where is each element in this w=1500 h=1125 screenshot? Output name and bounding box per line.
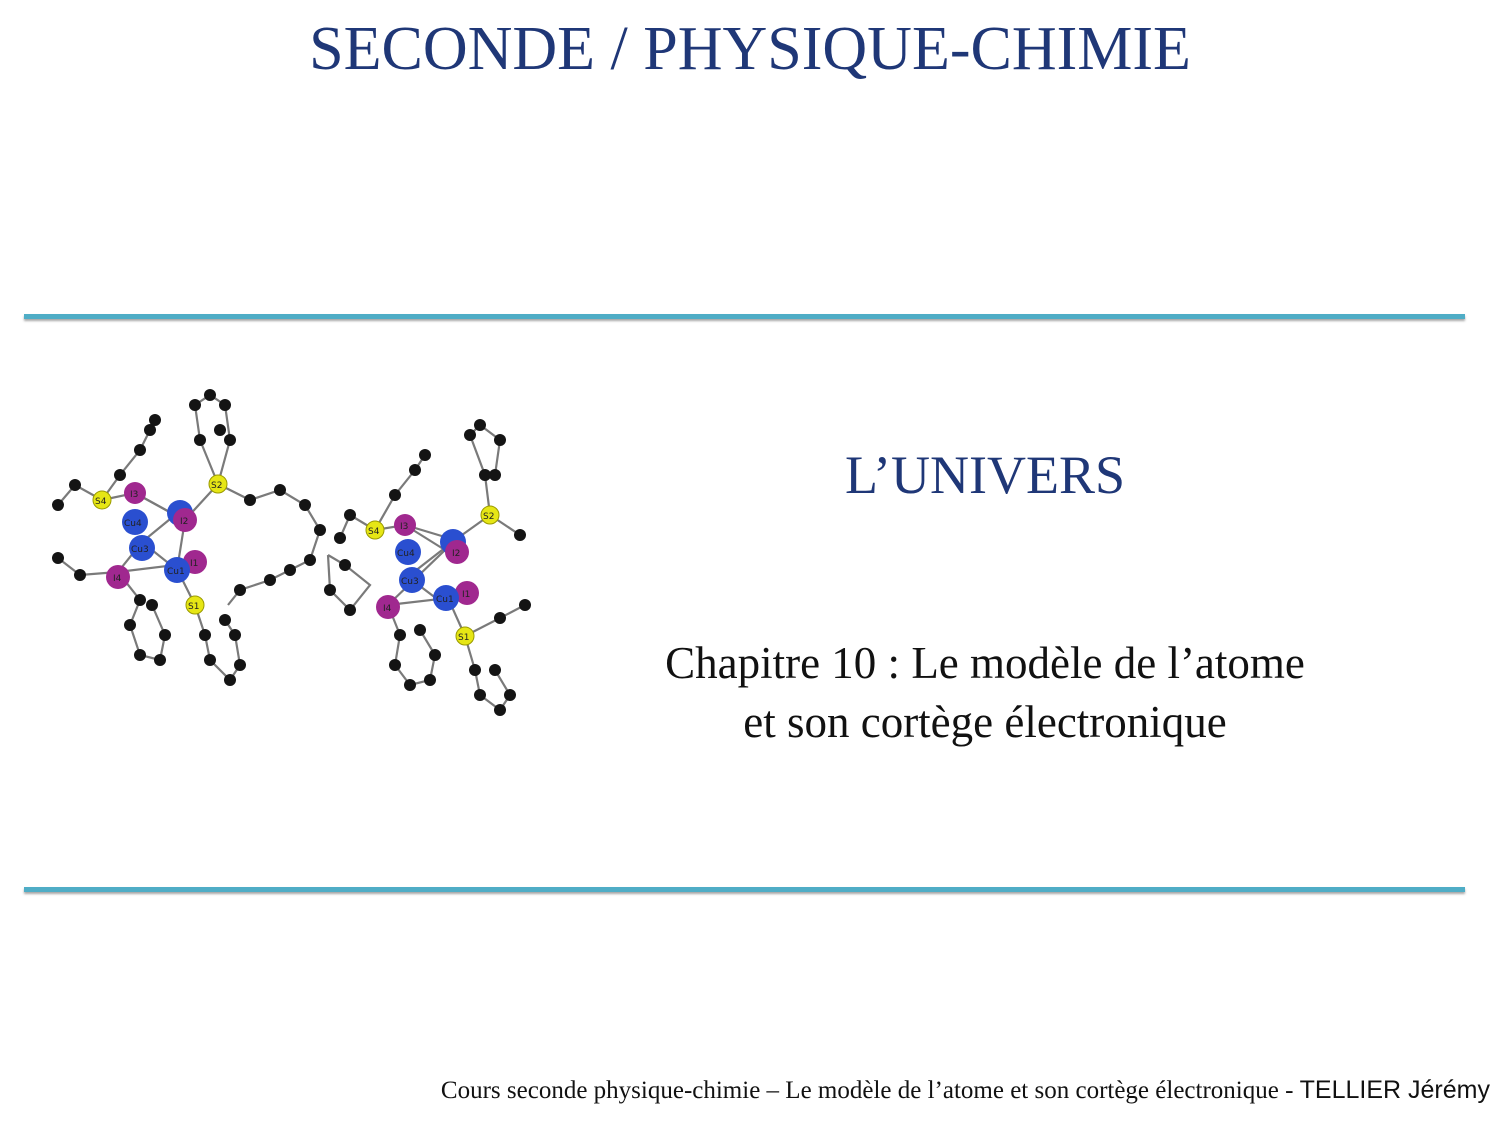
svg-text:I1: I1: [462, 590, 471, 600]
bottom-divider: [24, 887, 1465, 892]
svg-text:S4: S4: [368, 527, 380, 537]
molecule-image: [40, 380, 540, 730]
svg-text:Cu4: Cu4: [124, 519, 142, 529]
chapter-title-line-2: et son cortège électronique: [743, 697, 1227, 747]
molecule-structure-icon: [40, 380, 540, 730]
svg-text:I1: I1: [190, 559, 199, 569]
svg-text:S1: S1: [458, 633, 470, 643]
footer-author: TELLIER Jérémy: [1299, 1076, 1490, 1104]
section-title: L’UNIVERS: [844, 445, 1126, 505]
top-divider: [24, 314, 1465, 319]
svg-text:S1: S1: [188, 602, 200, 612]
svg-text:Cu3: Cu3: [401, 577, 419, 587]
svg-text:Cu1: Cu1: [167, 567, 185, 577]
chapter-title-line-1: Chapitre 10 : Le modèle de l’atome: [665, 638, 1305, 688]
svg-text:Cu4: Cu4: [397, 549, 415, 559]
svg-text:I2: I2: [180, 517, 189, 527]
svg-text:S2: S2: [211, 481, 223, 491]
svg-text:Cu1: Cu1: [436, 595, 454, 605]
svg-text:I4: I4: [383, 604, 392, 614]
svg-text:I4: I4: [113, 574, 122, 584]
chapter-title: [560, 634, 1410, 752]
footer-course: Cours seconde physique-chimie – Le modèle de l’atome et son cortège électronique -: [440, 1077, 1300, 1104]
footer: [441, 1076, 1490, 1105]
svg-text:I2: I2: [452, 549, 461, 559]
svg-text:I3: I3: [400, 522, 409, 532]
page-title: SECONDE / PHYSIQUE-CHIMIE: [309, 15, 1191, 83]
svg-text:Cu3: Cu3: [131, 545, 149, 555]
svg-text:S4: S4: [95, 497, 107, 507]
svg-text:S2: S2: [483, 512, 495, 522]
svg-text:I3: I3: [130, 490, 139, 500]
